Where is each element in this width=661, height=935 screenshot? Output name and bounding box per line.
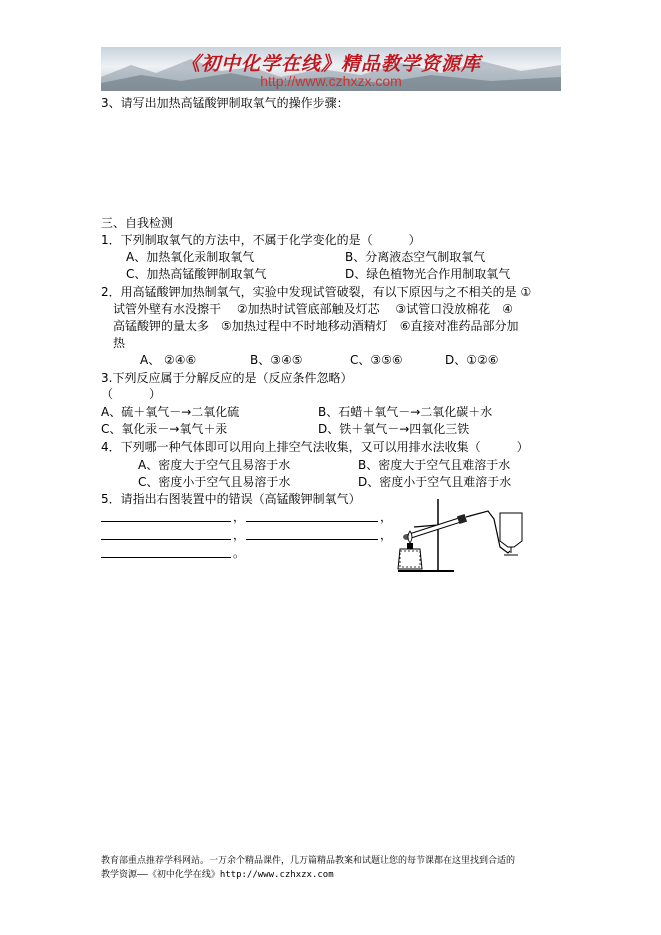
blank-separator-comma: ， <box>380 510 393 524</box>
blank-separator-comma: ， <box>233 510 246 524</box>
blank-end-period: 。 <box>233 546 246 560</box>
q4-option-d: D、密度小于空气且难溶于水 <box>358 475 512 489</box>
q2-stem-line4: 热 <box>113 336 126 350</box>
question-3-operation-steps: 3、请写出加热高锰酸钾制取氧气的操作步骤： <box>101 96 349 110</box>
answer-blank-2[interactable] <box>246 521 378 522</box>
q3-stem: 3.下列反应属于分解反应的是（反应条件忽略） <box>101 371 353 385</box>
q1-option-c: C、加热高锰酸钾制取氧气 <box>126 267 267 281</box>
blank-separator-comma: ， <box>380 528 393 542</box>
q3-option-c: C、氧化汞－→氧气＋汞 <box>101 422 228 436</box>
banner-title: 《初中化学在线》精品教学资源库 <box>180 53 481 75</box>
q2-option-d: D、①②⑥ <box>445 353 499 367</box>
q2-option-a: A、 ②④⑥ <box>140 353 197 367</box>
q2-stem-line3: 高锰酸钾的量太多 ⑤加热过程中不时地移动酒精灯 ⑥直接对准药品部分加 <box>113 319 519 333</box>
header-banner <box>101 47 561 91</box>
q2-stem-line1: 2．用高锰酸钾加热制氧气，实验中发现试管破裂，有以下原因与之不相关的是 ① <box>101 285 532 299</box>
q4-option-c: C、密度小于空气且易溶于水 <box>138 475 291 489</box>
q2-stem-line2: 试管外壁有水没擦干 ②加热时试管底部触及灯芯 ③试管口没放棉花 ④ <box>113 302 513 316</box>
banner-url-link[interactable]: http://www.czhxzx.com <box>260 73 402 89</box>
q1-option-d: D、绿色植物光合作用制取氧气 <box>345 267 511 281</box>
answer-blank-3[interactable] <box>101 539 231 540</box>
footer-line-1: 教育部重点推荐学科网站。一万余个精品课件，几万篇精品教案和试题让您的每节课都在这里找到合适的 <box>101 856 516 866</box>
q3-answer-paren: （ ） <box>101 387 162 401</box>
q2-option-b: B、③④⑤ <box>250 353 303 367</box>
q4-option-b: B、密度大于空气且难溶于水 <box>358 458 511 472</box>
q1-stem: 1．下列制取氧气的方法中，不属于化学变化的是（ ） <box>101 233 421 247</box>
footer-line-2: 教学资源——《初中化学在线》http://www.czhxzx.com <box>101 870 334 880</box>
answer-blank-5[interactable] <box>101 557 231 558</box>
blank-separator-comma: ， <box>233 528 246 542</box>
q4-option-a: A、密度大于空气且易溶于水 <box>138 458 291 472</box>
q3-option-d: D、铁＋氧气－→四氧化三铁 <box>318 422 470 436</box>
q3-option-a: A、硫＋氧气－→二氧化硫 <box>101 405 240 419</box>
q2-option-c: C、③⑤⑥ <box>350 353 403 367</box>
answer-blank-1[interactable] <box>101 521 231 522</box>
q4-stem: 4．下列哪一种气体即可以用向上排空气法收集，又可以用排水法收集（ ） <box>101 440 529 454</box>
q5-stem: 5．请指出右图装置中的错误（高锰酸钾制氧气） <box>101 492 361 506</box>
oxygen-apparatus-diagram <box>392 495 528 573</box>
section-title: 三、自我检测 <box>101 216 174 230</box>
q1-option-b: B、分离液态空气制取氧气 <box>345 250 486 264</box>
q1-option-a: A、加热氧化汞制取氧气 <box>126 250 255 264</box>
answer-blank-4[interactable] <box>246 539 378 540</box>
q3-option-b: B、石蜡＋氧气－→二氧化碳＋水 <box>318 405 493 419</box>
